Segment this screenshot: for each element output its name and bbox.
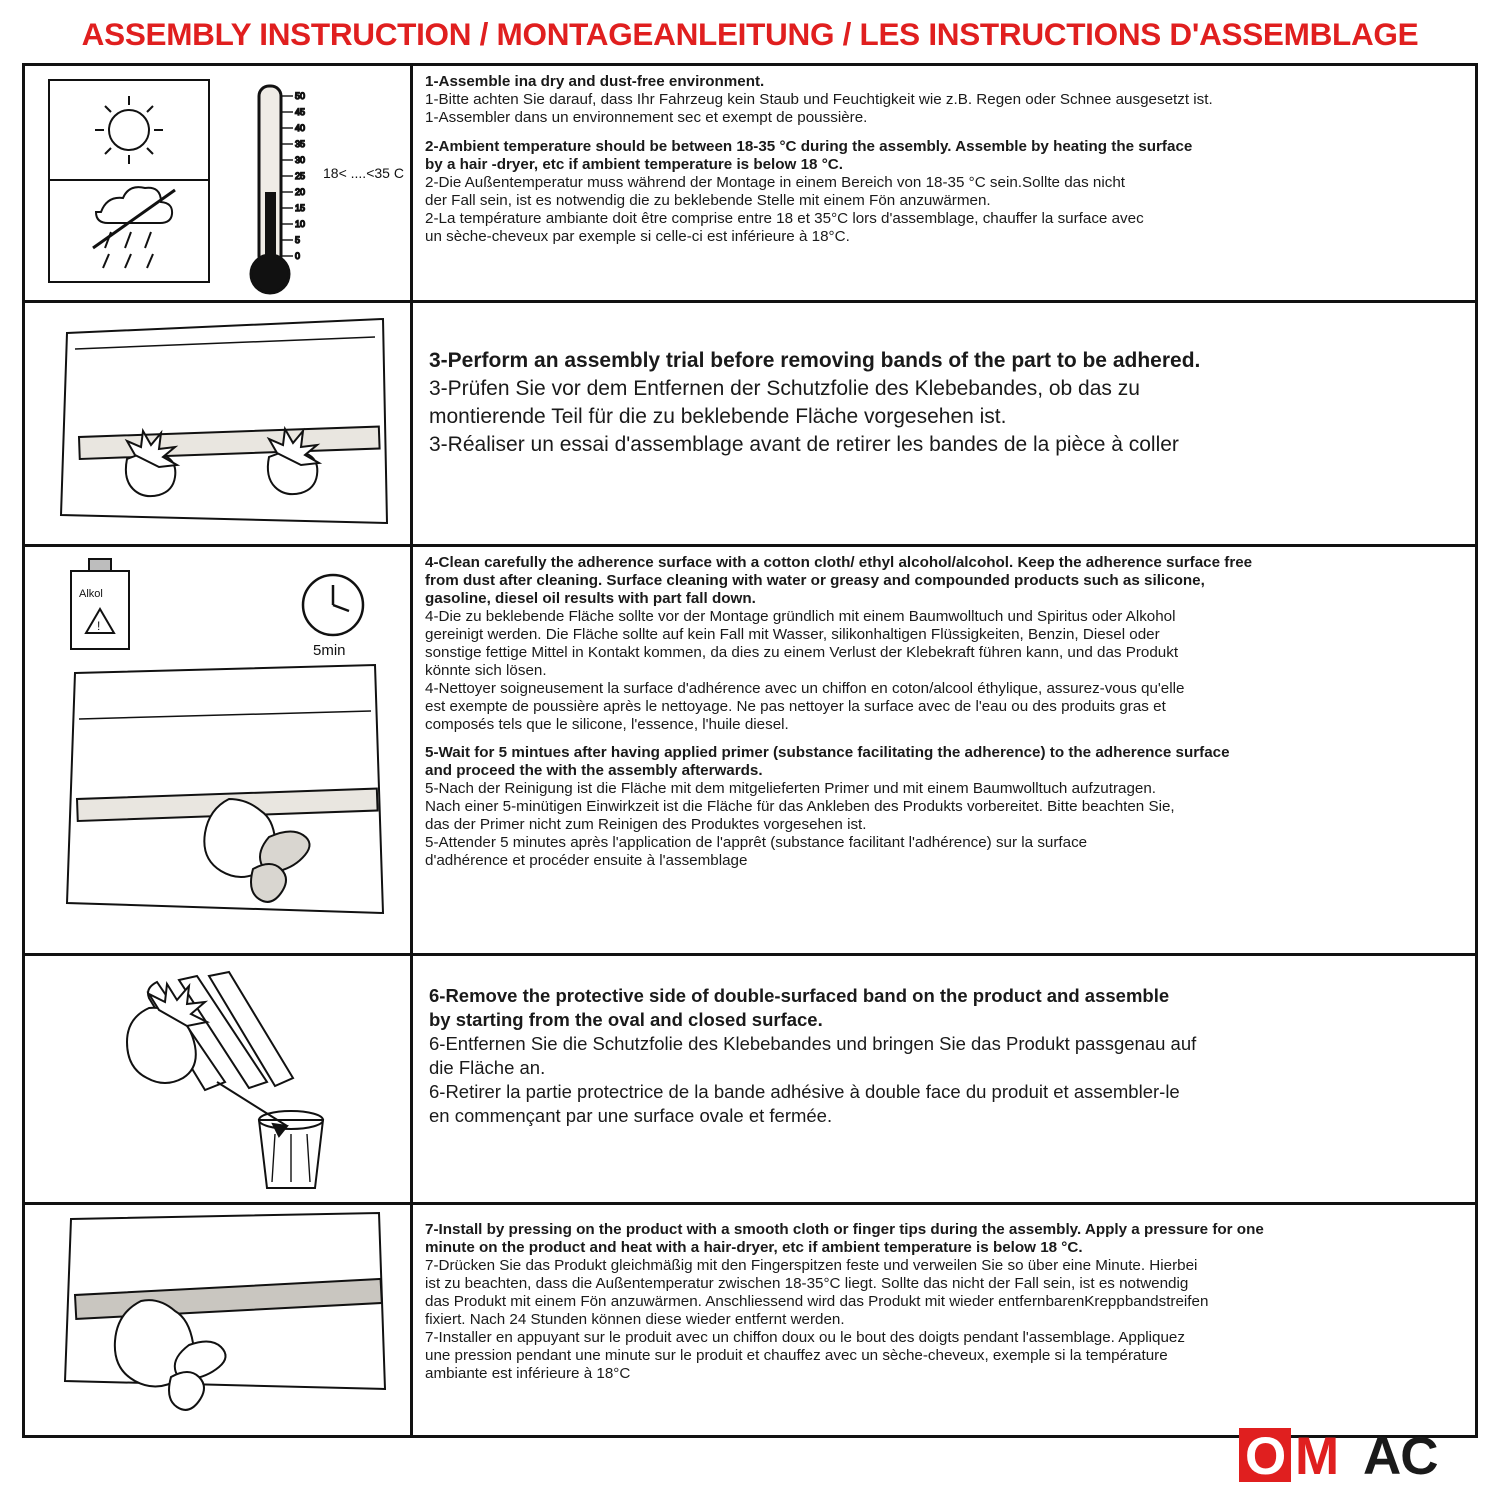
step-text-3 [413,303,1475,544]
step2-line-0: 2-Ambient temperature should be between 18-35 °C during the assembly. Assemble by heating the surface [425,137,1193,155]
page-title: ASSEMBLY INSTRUCTION / MONTAGEANLEITUNG / LES INSTRUCTIONS D'ASSEMBLAGE [81,16,1419,52]
svg-text:40: 40 [295,123,306,134]
temp-range-label: 18< ....<35 C [323,165,404,182]
step2-line-5: un sèche-cheveux par exemple si celle-ci est inférieure à 18°C. [425,227,850,245]
svg-text:0: 0 [295,251,301,262]
step7-line-1: minute on the product and heat with a hair-dryer, etc if ambient temperature is below 18 °C. [425,1239,1083,1256]
instruction-row-5 [25,1205,1475,1435]
step7-line-3: ist zu beachten, dass die Außentemperatur zwischen 18-35°C liegt. Sollte das nicht der Fall sein, ist es notwendig [425,1274,1189,1292]
step4-line-3: 4-Die zu beklebende Fläche sollte vor der Montage gründlich mit einem Baumwolltuch und Spiritus oder Alkohol [425,607,1176,625]
step5-line-0: 5-Wait for 5 mintues after having applied primer (substance facilitating the adherence) to the adherence surface [425,744,1230,762]
step7-line-5: fixiert. Nach 24 Stunden können diese wieder entfernt werden. [425,1310,845,1328]
svg-text:5: 5 [295,235,301,246]
step4-line-4: gereinigt werden. Die Fläche sollte auf kein Fall mit Wasser, silikonhaltigen Flüssigkeiten, Benzin, Diesel oder [425,625,1160,643]
step4-line-6: könnte sich lösen. [425,661,547,679]
step4-line-7: 4-Nettoyer soigneusement la surface d'adhérence avec un chiffon en coton/alcool éthylique, assurez-vous qu'elle [425,679,1185,697]
step-text-4-5 [413,547,1475,953]
svg-text:10: 10 [295,219,306,230]
illustration-remove-liner [25,956,413,1202]
step7-line-6: 7-Installer en appuyant sur le produit avec un chiffon doux ou le bout des doigts pendant l'assemblage. Appliquez [425,1328,1185,1346]
logo-letters-ac: AC [1363,1427,1438,1486]
step2-line-4: 2-La température ambiante doit être comprise entre 18 et 35°C lors d'assemblage, chauffer la surface avec [425,209,1144,227]
step-text-7 [413,1205,1475,1435]
step4-line-0: 4-Clean carefully the adherence surface with a cotton cloth/ ethyl alcohol/alcohol. Keep the adherence surface free [425,554,1253,572]
svg-text:20: 20 [295,187,306,198]
logo-letter-o: O [1245,1427,1286,1486]
step2-line-2: 2-Die Außentemperatur muss während der Montage in einem Bereich von 18-35 °C sein.Sollte das nicht [425,173,1126,191]
svg-text:30: 30 [295,155,306,166]
svg-text:45: 45 [295,107,306,118]
step6-line-5: en commençant par une surface ovale et fermée. [429,1105,833,1127]
illustration-press-product [25,1205,413,1435]
step4-line-8: est exempte de poussière après le nettoyage. Ne pas nettoyer la surface avec de l'eau ou des produits gras et [425,697,1166,715]
step3-line-3: 3-Réaliser un essai d'assemblage avant de retirer les bandes de la pièce à coller [429,432,1179,456]
svg-text:35: 35 [295,139,306,150]
step7-line-2: 7-Drücken Sie das Produkt gleichmäßig mit den Fingerspitzen feste und verweilen Sie so über eine Minute. Hierbei [425,1256,1198,1274]
step7-line-7: une pression pendant une minute sur le produit et chauffez avec un sèche-cheveux, exemple si la température [425,1346,1168,1364]
step6-line-0: 6-Remove the protective side of double-surfaced band on the product and assemble [429,985,1170,1007]
logo-letter-m: M [1295,1427,1339,1486]
svg-text:!: ! [97,619,101,634]
instruction-row-3 [25,547,1475,956]
step-text-1 [413,66,1475,300]
illustration-temperature [25,66,413,300]
step1-line-2: 1-Assembler dans un environnement sec et exempt de poussière. [425,108,868,126]
step5-line-3: Nach einer 5-minütigen Einwirkzeit ist die Fläche für das Ankleben des Produkts vorbereitet. Bitte beachten Sie, [425,798,1175,816]
instruction-row-4 [25,956,1475,1205]
svg-text:25: 25 [295,171,306,182]
instruction-row-1 [25,66,1475,303]
step7-line-8: ambiante est inférieure à 18°C [425,1364,631,1382]
step7-line-0: 7-Install by pressing on the product with a smooth cloth or finger tips during the assembly. Apply a pressure for one [425,1221,1264,1239]
step6-line-2: 6-Entfernen Sie die Schutzfolie des Klebebandes und bringen Sie das Produkt passgenau auf [429,1033,1197,1055]
svg-text:15: 15 [295,203,306,214]
illustration-clean-surface [25,547,413,953]
step3-line-1: 3-Prüfen Sie vor dem Entfernen der Schutzfolie des Klebebandes, ob das zu [429,376,1140,400]
step5-line-2: 5-Nach der Reinigung ist die Fläche mit dem mitgelieferten Primer und mit einem Baumwolltuch aufzutragen. [425,780,1157,798]
illustration-trial-fit [25,303,413,544]
instruction-grid [22,63,1478,1438]
step-text-6 [413,956,1475,1202]
instruction-row-2 [25,303,1475,547]
alcohol-label: Alkol [79,588,103,601]
step3-line-2: montierende Teil für die zu beklebende Fläche vorgesehen ist. [429,404,1007,428]
step6-line-3: die Fläche an. [429,1057,546,1079]
step5-line-4: das der Primer nicht zum Reinigen des Produktes vorgesehen ist. [425,816,867,834]
step6-line-4: 6-Retirer la partie protectrice de la bande adhésive à double face du produit et assembler-le [429,1081,1180,1103]
step4-line-2: gasoline, diesel oil results with part fall down. [425,589,756,607]
step6-line-1: by starting from the oval and closed surface. [429,1009,823,1031]
omac-logo [1239,1424,1474,1486]
step5-line-5: 5-Attender 5 minutes après l'application de l'apprêt (substance facilitant l'adhérence) sur la surface [425,834,1088,852]
step4-line-5: sonstige fettige Mittel in Kontakt kommen, da dies zu einem Verlust der Klebekraft führen kann, und das Produkt [425,643,1179,661]
step3-line-0: 3-Perform an assembly trial before removing bands of the part to be adhered. [429,349,1201,373]
step1-line-0: 1-Assemble ina dry and dust-free environment. [425,73,765,91]
step4-line-1: from dust after cleaning. Surface cleaning with water or greasy and compounded products such as silicone, [425,572,1205,589]
step5-line-1: and proceed the with the assembly afterwards. [425,762,763,780]
step4-line-9: composés tels que le silicone, l'essence, l'huile diesel. [425,715,789,733]
clock-label: 5min [313,642,346,660]
step5-line-6: d'adhérence et procéder ensuite à l'assemblage [425,852,748,870]
svg-text:50: 50 [295,91,306,102]
step2-line-1: by a hair -dryer, etc if ambient temperature is below 18 °C. [425,155,843,173]
step2-line-3: der Fall sein, ist es notwendig die zu beklebende Stelle mit einem Fön anzuwärmen. [425,191,991,209]
step1-line-1: 1-Bitte achten Sie darauf, dass Ihr Fahrzeug kein Staub und Feuchtigkeit wie z.B. Regen oder Schnee ausgesetzt ist. [425,91,1213,108]
step7-line-4: das Produkt mit einem Fön anzuwärmen. Anschliessend wird das Produkt mit wieder entfernbarenKreppbandstreifen [425,1292,1209,1310]
